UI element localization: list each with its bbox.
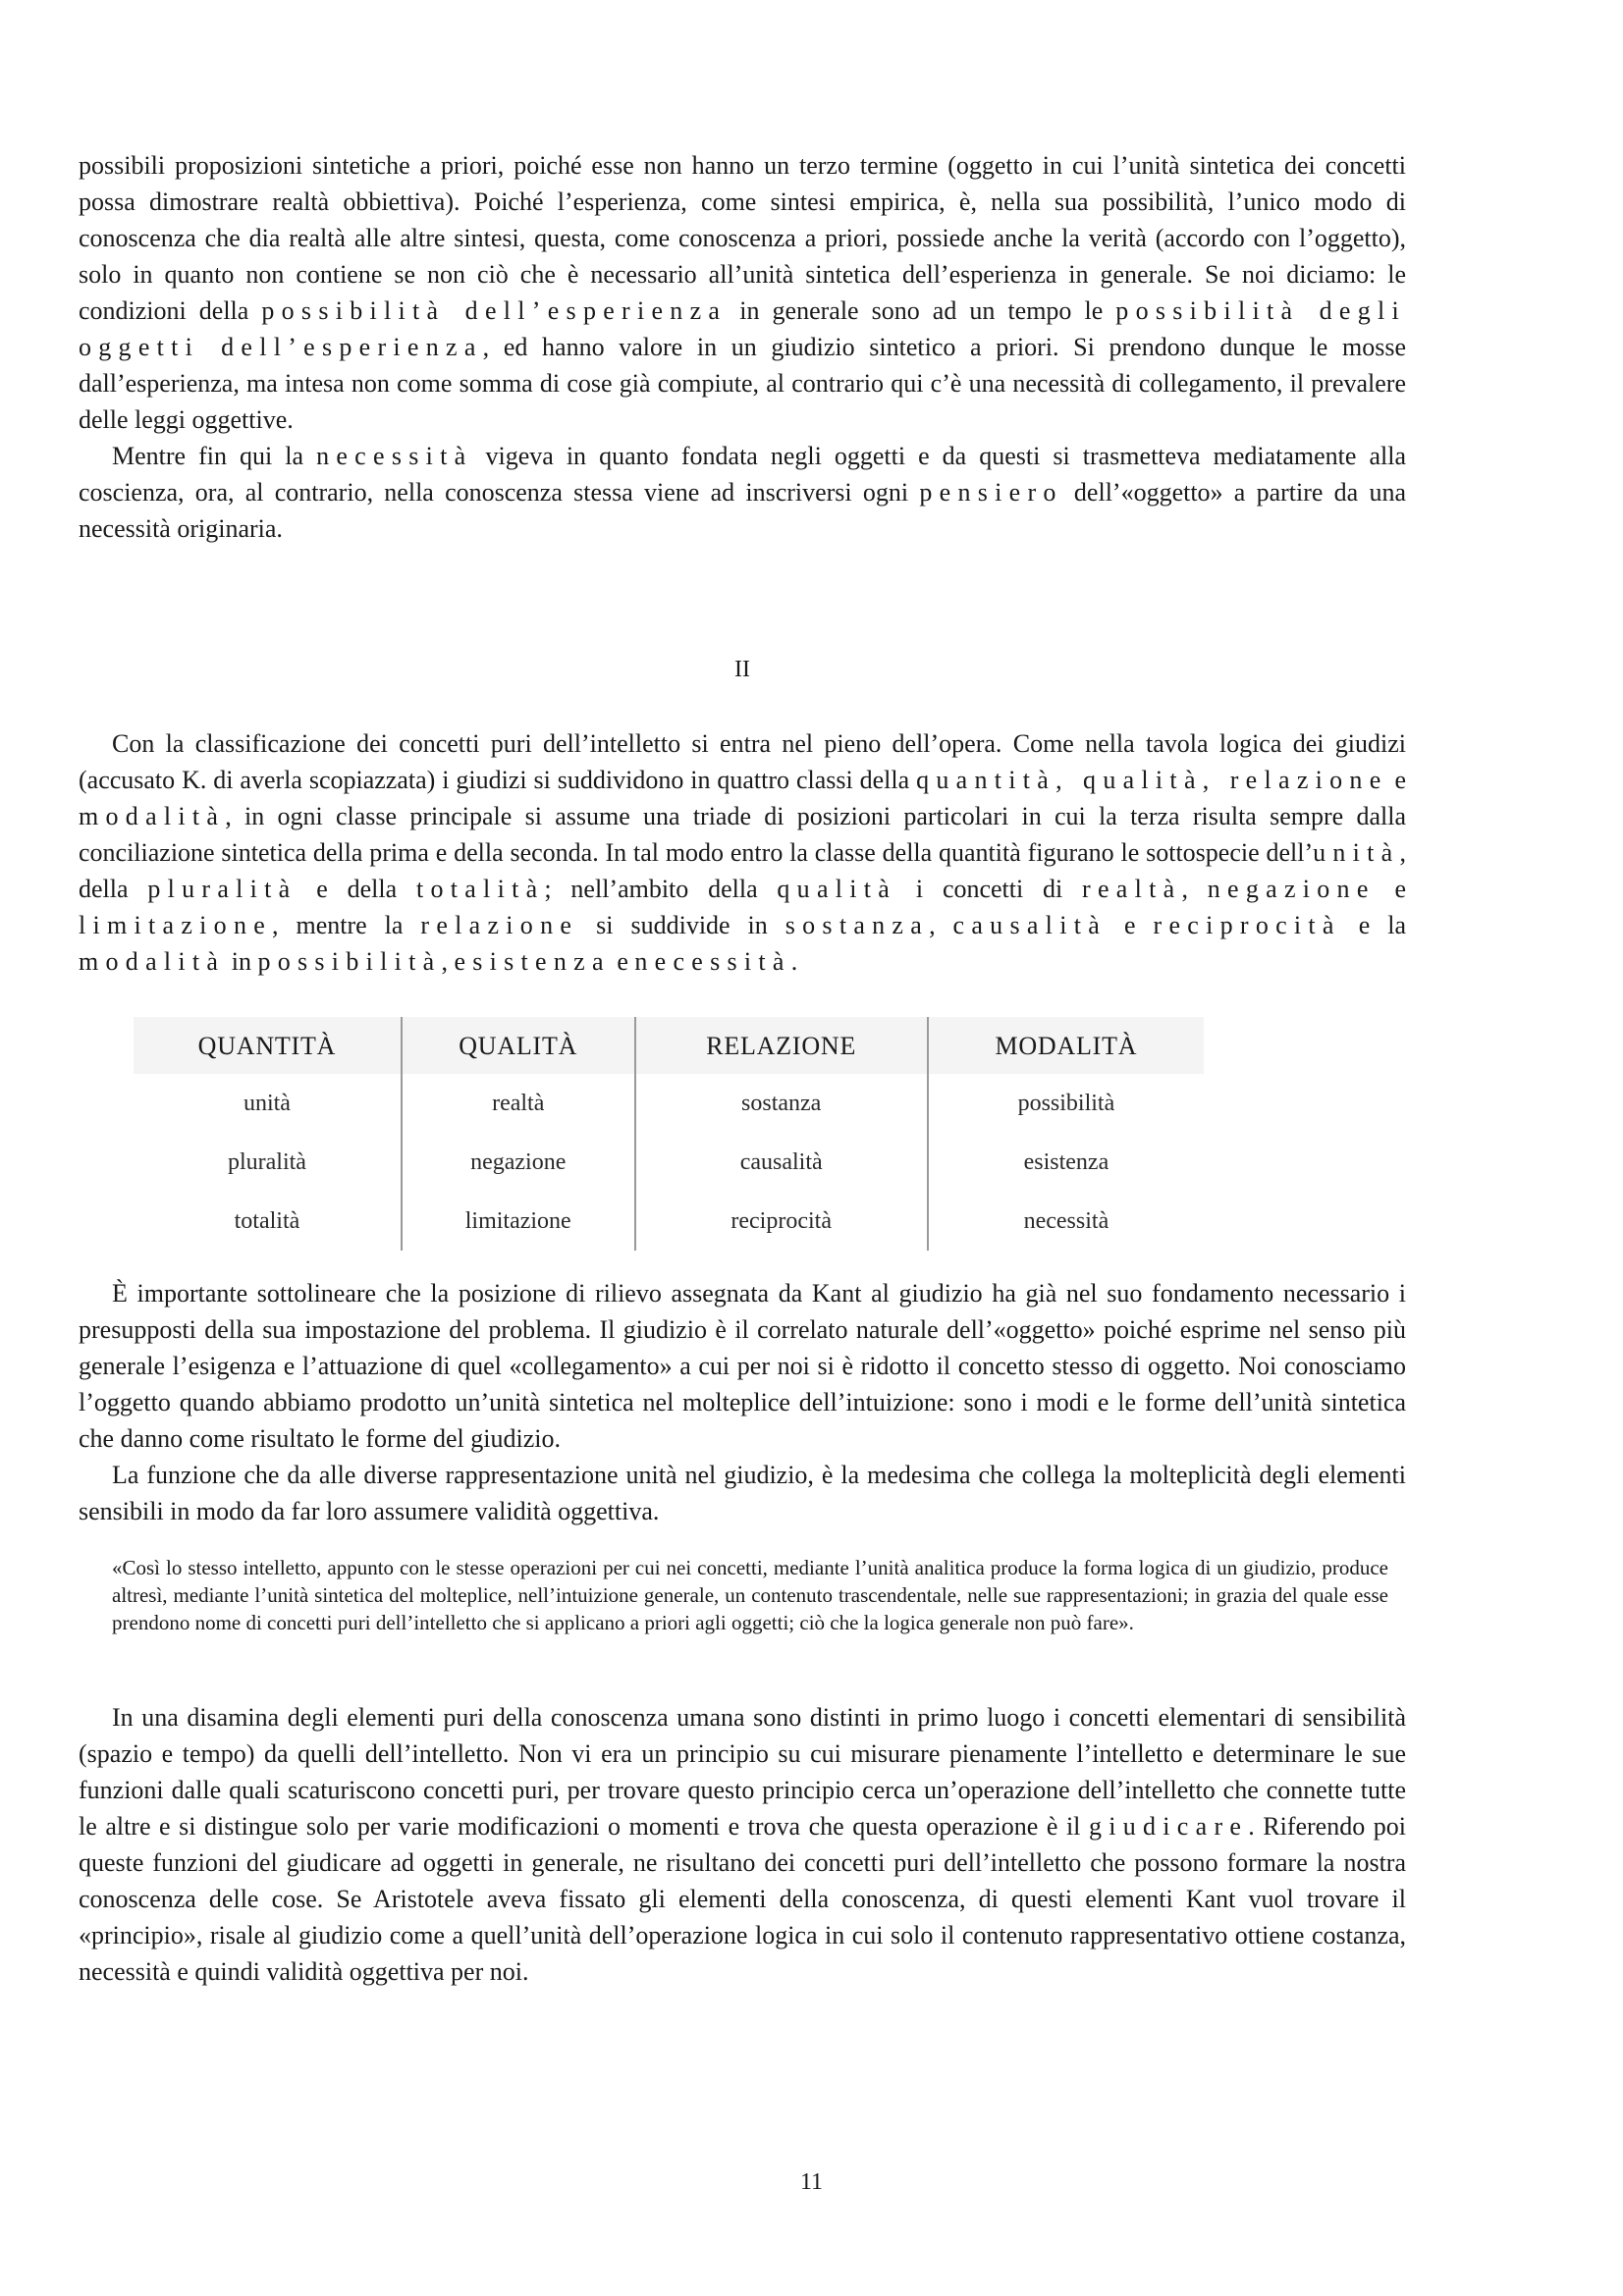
table-cell: sostanza xyxy=(635,1074,928,1133)
table-cell: necessità xyxy=(928,1192,1204,1251)
paragraph-4: È importante sottolineare che la posizione di rilievo assegnata da Kant al giudizio ha già nel suo fondamento necessario i presupposti della sua impostazione del problema. Il giudizio è il correlato naturale dell’«oggetto» poiché esprime nel senso più generale l’esigenza e l’attuazione di quel «collegamento» a cui per noi si è ridotto il concetto stesso di oggetto. Noi conosciamo l’oggetto quando abbiamo prodotto un’unità sintetica nel molteplice dell’intuizione: sono i modi e le forme dell’unità sintetica che danno come risultato le forme del giudizio. xyxy=(79,1279,1406,1453)
section-number: II xyxy=(734,657,750,682)
table-cell: causalità xyxy=(635,1133,928,1192)
paragraph-2: Mentre fin qui la necessità vigeva in quanto fondata negli oggetti e da questi si trasmetteva mediatamente alla coscienza, ora, al contrario, nella conoscenza stessa viene ad inscriversi ogni pensiero dell’«oggetto» a partire da una necessità originaria. xyxy=(79,442,1407,543)
paragraph-3: Con la classificazione dei concetti puri dell’intelletto si entra nel pieno dell’opera. Come nella tavola logica dei giudizi (accusato K. di averla scopiazzata) i giudizi si suddividono in quattro classi della quantità, qualità, relazione e modalità, in ogni classe principale si assume una triade di posizioni particolari in cui la terza risulta sempre dalla conciliazione sintetica della prima e della seconda. In tal modo entro la classe della quantità figurano le sottospecie dell’unità, della pluralità e della totalità; nell’ambito della qualità i concetti di realtà, negazione e limitazione, mentre la relazione si suddivide in sostanza, causalità e reciprocità e la modalità in possibilità, esistenza e necessità. xyxy=(79,729,1406,976)
table-cell: reciprocità xyxy=(635,1192,928,1251)
table-cell: totalità xyxy=(234,1207,300,1234)
table-header-row xyxy=(134,1017,1204,1074)
spaced-emphasis: pensiero xyxy=(919,478,1063,507)
table-row xyxy=(134,1192,1204,1251)
paragraph-1: possibili proposizioni sintetiche a priori, poiché esse non hanno un terzo termine (oggetto in cui l’unità sintetica dei concetti possa dimostrare realtà obbiettiva). Poiché l’esperienza, come sintesi empirica, è, nella sua possibilità, l’unico modo di conoscenza che dia realtà alle altre sintesi, questa, come conoscenza a priori, possiede anche la verità (accordo con l’oggetto), solo in quanto non contiene se non ciò che è necessario all’unità sintetica dell’esperienza in generale. Se noi diciamo: le condizioni della possibilità dell’esperienza in generale sono ad un tempo le possibilità degli oggetti dell’esperienza, ed hanno valore in un giudizio sintetico a priori. Si prendono dunque le mosse dall’esperienza, ma intesa non come somma di cose già compiute, al contrario qui c’è una necessità di collegamento, il prevalere delle leggi oggettive. xyxy=(79,151,1407,434)
table-row xyxy=(134,1074,1204,1133)
table-cell: pluralità xyxy=(227,1148,306,1175)
table-cell: realtà xyxy=(402,1074,635,1133)
table-header: RELAZIONE xyxy=(635,1017,928,1074)
table-header: MODALITÀ xyxy=(928,1017,1204,1074)
page-number: 11 xyxy=(799,2169,824,2195)
table-cell: limitazione xyxy=(402,1192,635,1251)
table-cell: unità xyxy=(243,1090,291,1116)
table-cell: esistenza xyxy=(928,1133,1204,1192)
table-cell: negazione xyxy=(402,1133,635,1192)
block-quote: «Così lo stesso intelletto, appunto con le stesse operazioni per cui nei concetti, mediante l’unità analitica produce la forma logica di un giudizio, produce altresì, mediante l’unità sintetica del molteplice, nell’intuizione generale, un contenuto trascendentale, nelle sue rappresentazioni; in grazia del quale esse prendono nome di concetti puri dell’intelletto che si applicano a priori agli oggetti; ciò che la logica generale non può fare». xyxy=(112,1556,1388,1634)
table-header: QUANTITÀ xyxy=(134,1017,402,1074)
spaced-emphasis: possibilità degli oggetti dell’esperienza xyxy=(79,296,1406,361)
table-header: QUALITÀ xyxy=(402,1017,635,1074)
spaced-emphasis: giudicare xyxy=(1088,1812,1249,1841)
page-body xyxy=(79,147,1406,1990)
table-cell: possibilità xyxy=(928,1074,1204,1133)
categories-table xyxy=(134,1017,1204,1251)
spaced-emphasis: possibilità dell’esperienza xyxy=(261,296,728,325)
spaced-emphasis: necessità xyxy=(316,442,473,470)
paragraph-6: In una disamina degli elementi puri della conoscenza umana sono distinti in primo luogo i concetti elementari di sensibilità (spazio e tempo) da quelli dell’intelletto. Non vi era un principio su cui misurare pienamente l’intelletto e determinare le sue funzioni dalle quali scaturiscono concetti puri, per trovare questo principio cerca un’operazione dell’intelletto che connette tutte le altre e si distingue solo per varie modificazioni o momenti e trova che questa operazione è il giudicare. Riferendo poi queste funzioni del giudicare ad oggetti in generale, ne risultano dei concetti puri dell’intelletto che possono formare la nostra conoscenza delle cose. Se Aristotele aveva fissato gli elementi della conoscenza, di questi elementi Kant vuol trovare il «principio», risale al giudizio come a quell’unità dell’operazione logica in cui solo il contenuto rappresentativo ottiene costanza, necessità e quindi validità oggettiva per noi. xyxy=(79,1703,1406,1986)
paragraph-5: La funzione che da alle diverse rappresentazione unità nel giudizio, è la medesima che collega la molteplicità degli elementi sensibili in modo da far loro assumere validità oggettiva. xyxy=(79,1461,1406,1525)
table-row xyxy=(134,1133,1204,1192)
